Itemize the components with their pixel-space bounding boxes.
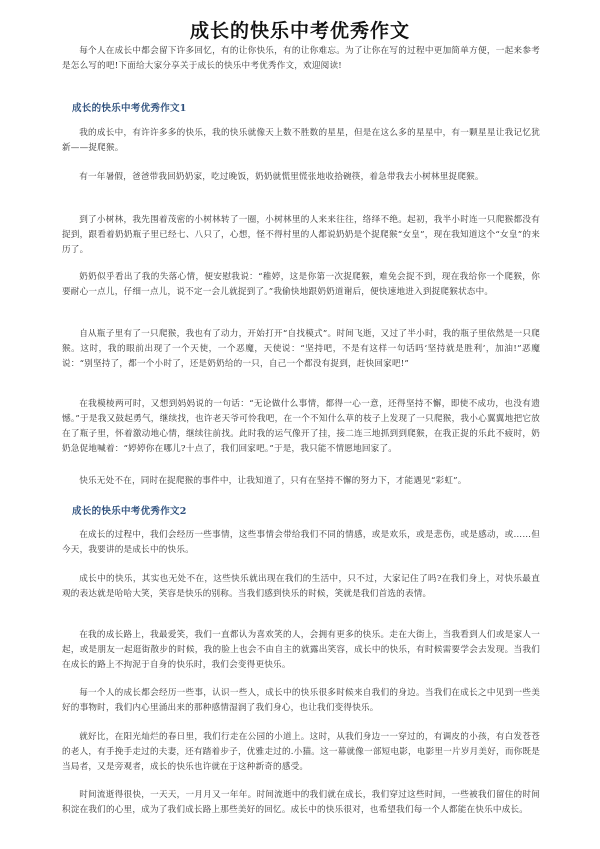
essay-2-paragraph: 在我的成长路上，我最爱笑，我们一直都认为喜欢笑的人，会拥有更多的快乐。走在大街上，当我看到人们或是家人一起，或是朋友一起逛街散步的时候，我的脸上也会不由自主的就露出笑容，成长中的快乐，有时候需要学会去发现。当我们在成长的路上不拘泥于自身的快乐时，我们会变得更快乐。 bbox=[62, 630, 540, 670]
essay-2-paragraph: 就好比，在阳光灿烂的春日里，我们行走在公园的小道上。这时，从我们身边一一穿过的，有调皮的小孩，有白发苍苍的老人，有手挽手走过的夫妻，还有踏着步子，优雅走过的.小猫。这一幕就像一部短电影，电影里一片岁月美好，而你既是当局者，又是旁观者，成长的快乐也许就在于这种新奇的感受。 bbox=[62, 732, 540, 772]
essay-1-paragraph: 有一年暑假，爸爸带我回奶奶家，吃过晚饭，奶奶就慌里慌张地收拾碗筷，着急带我去小树林里捉爬猴。 bbox=[79, 172, 484, 182]
essay-1-paragraph: 自从瓶子里有了一只爬猴，我也有了动力，开始打开“自找模式”。时间飞逝，又过了半小时，我的瓶子里依然是一只爬猴。这时，我的眼前出现了一个天使，一个恶魔，天使说：“坚持吧，不是有这样一句话吗‘坚持就是胜利’，加油!”恶魔说：“别坚持了，都一个小时了，还是奶奶给的一只，自己一个都没有捉到，赶快回家吧!” bbox=[62, 329, 540, 369]
essay-1-heading: 成长的快乐中考优秀作文1 bbox=[72, 103, 187, 114]
essay-1-paragraph: 在我模棱两可时，又想到妈妈说的一句话：“无论做什么事情，都得一心一意，还得坚持不懈，即使不成功，也没有遗憾。”于是我又鼓起勇气，继续找，也许老天爷可怜我吧，在一个不知什么草的枝子上发现了一只爬猴，我小心翼翼地把它放在了瓶子里，怀着激动地心情，继续往前找。此时我的运气像开了挂，接二连三地抓到到爬猴，在我正捉的乐此不疲时，奶奶急促地喊着：“婷婷你在哪儿?十点了，我们回家吧。”于是，我只能不情愿地回家了。 bbox=[62, 399, 540, 454]
intro-paragraph: 每个人在成长中都会留下许多回忆，有的让你快乐，有的让你难忘。为了让你在写的过程中更加简单方便，一起来参考是怎么写的吧!下面给大家分享关于成长的快乐中考优秀作文，欢迎阅读! bbox=[62, 46, 540, 71]
essay-1-paragraph: 到了小树林，我先围着茂密的小树林转了一圈，小树林里的人来来往往，络绎不绝。起初，我半小时连一只爬猴都没有捉到，跟看着奶奶瓶子里已经七、八只了，心想，怪不得村里的人都说奶奶是个捉爬猴“女皇”，现在我知道这个“女皇”的来历了。 bbox=[62, 215, 540, 255]
essay-1-paragraph: 我的成长中，有许许多多的快乐，我的快乐就像天上数不胜数的星星，但是在这么多的星星中，有一颗星星让我记忆犹新——捉爬猴。 bbox=[62, 128, 540, 153]
essay-2-paragraph: 成长中的快乐，其实也无处不在，这些快乐就出现在我们的生活中，只不过，大家记住了吗?在我们身上，对快乐最直观的表达就是哈哈大笑，笑容是快乐的别称。当我们感到快乐的时候，笑就是我们首选的表情。 bbox=[62, 574, 540, 599]
essay-2-paragraph: 时间流逝得很快，一天天，一月月又一年年。时间流逝中的我们就在成长，我们穿过这些时间，一些被我们留住的时间积淀在我们的心里，成为了我们成长路上那些美好的回忆。成长中的快乐很对，也希望我们每一个人都能在快乐中成长。 bbox=[62, 790, 540, 815]
page-title: 成长的快乐中考优秀作文 bbox=[189, 20, 410, 42]
essay-2-paragraph: 每一个人的成长都会经历一些事，认识一些人，成长中的快乐很多时候来自我们的身边。当我们在成长之中见到一些美好的事物时，我们内心里涌出来的那种感情湿润了我们身心，也让我们变得快乐。 bbox=[62, 688, 540, 713]
essay-1-paragraph: 奶奶似乎看出了我的失落心情，便安慰我说：“稚婷，这是你第一次捉爬猴，难免会捉不到，现在我给你一个爬猴，你要耐心一点儿，仔细一点儿，说不定一会儿就捉到了。”我偷快地跟奶奶道谢后，便快速地进入到捉爬猴状态中。 bbox=[62, 272, 540, 297]
essay-2-heading: 成长的快乐中考优秀作文2 bbox=[72, 506, 187, 517]
essay-2-paragraph: 在成长的过程中，我们会经历一些事情，这些事情会带给我们不同的情感，或是欢乐，或是悲伤，或是感动，或……但今天，我要讲的是成长中的快乐。 bbox=[62, 530, 540, 555]
essay-1-paragraph: 快乐无处不在，同时在捉爬猴的事件中，让我知道了，只有在坚持不懈的努力下，才能遇见“彩虹”。 bbox=[79, 476, 467, 486]
